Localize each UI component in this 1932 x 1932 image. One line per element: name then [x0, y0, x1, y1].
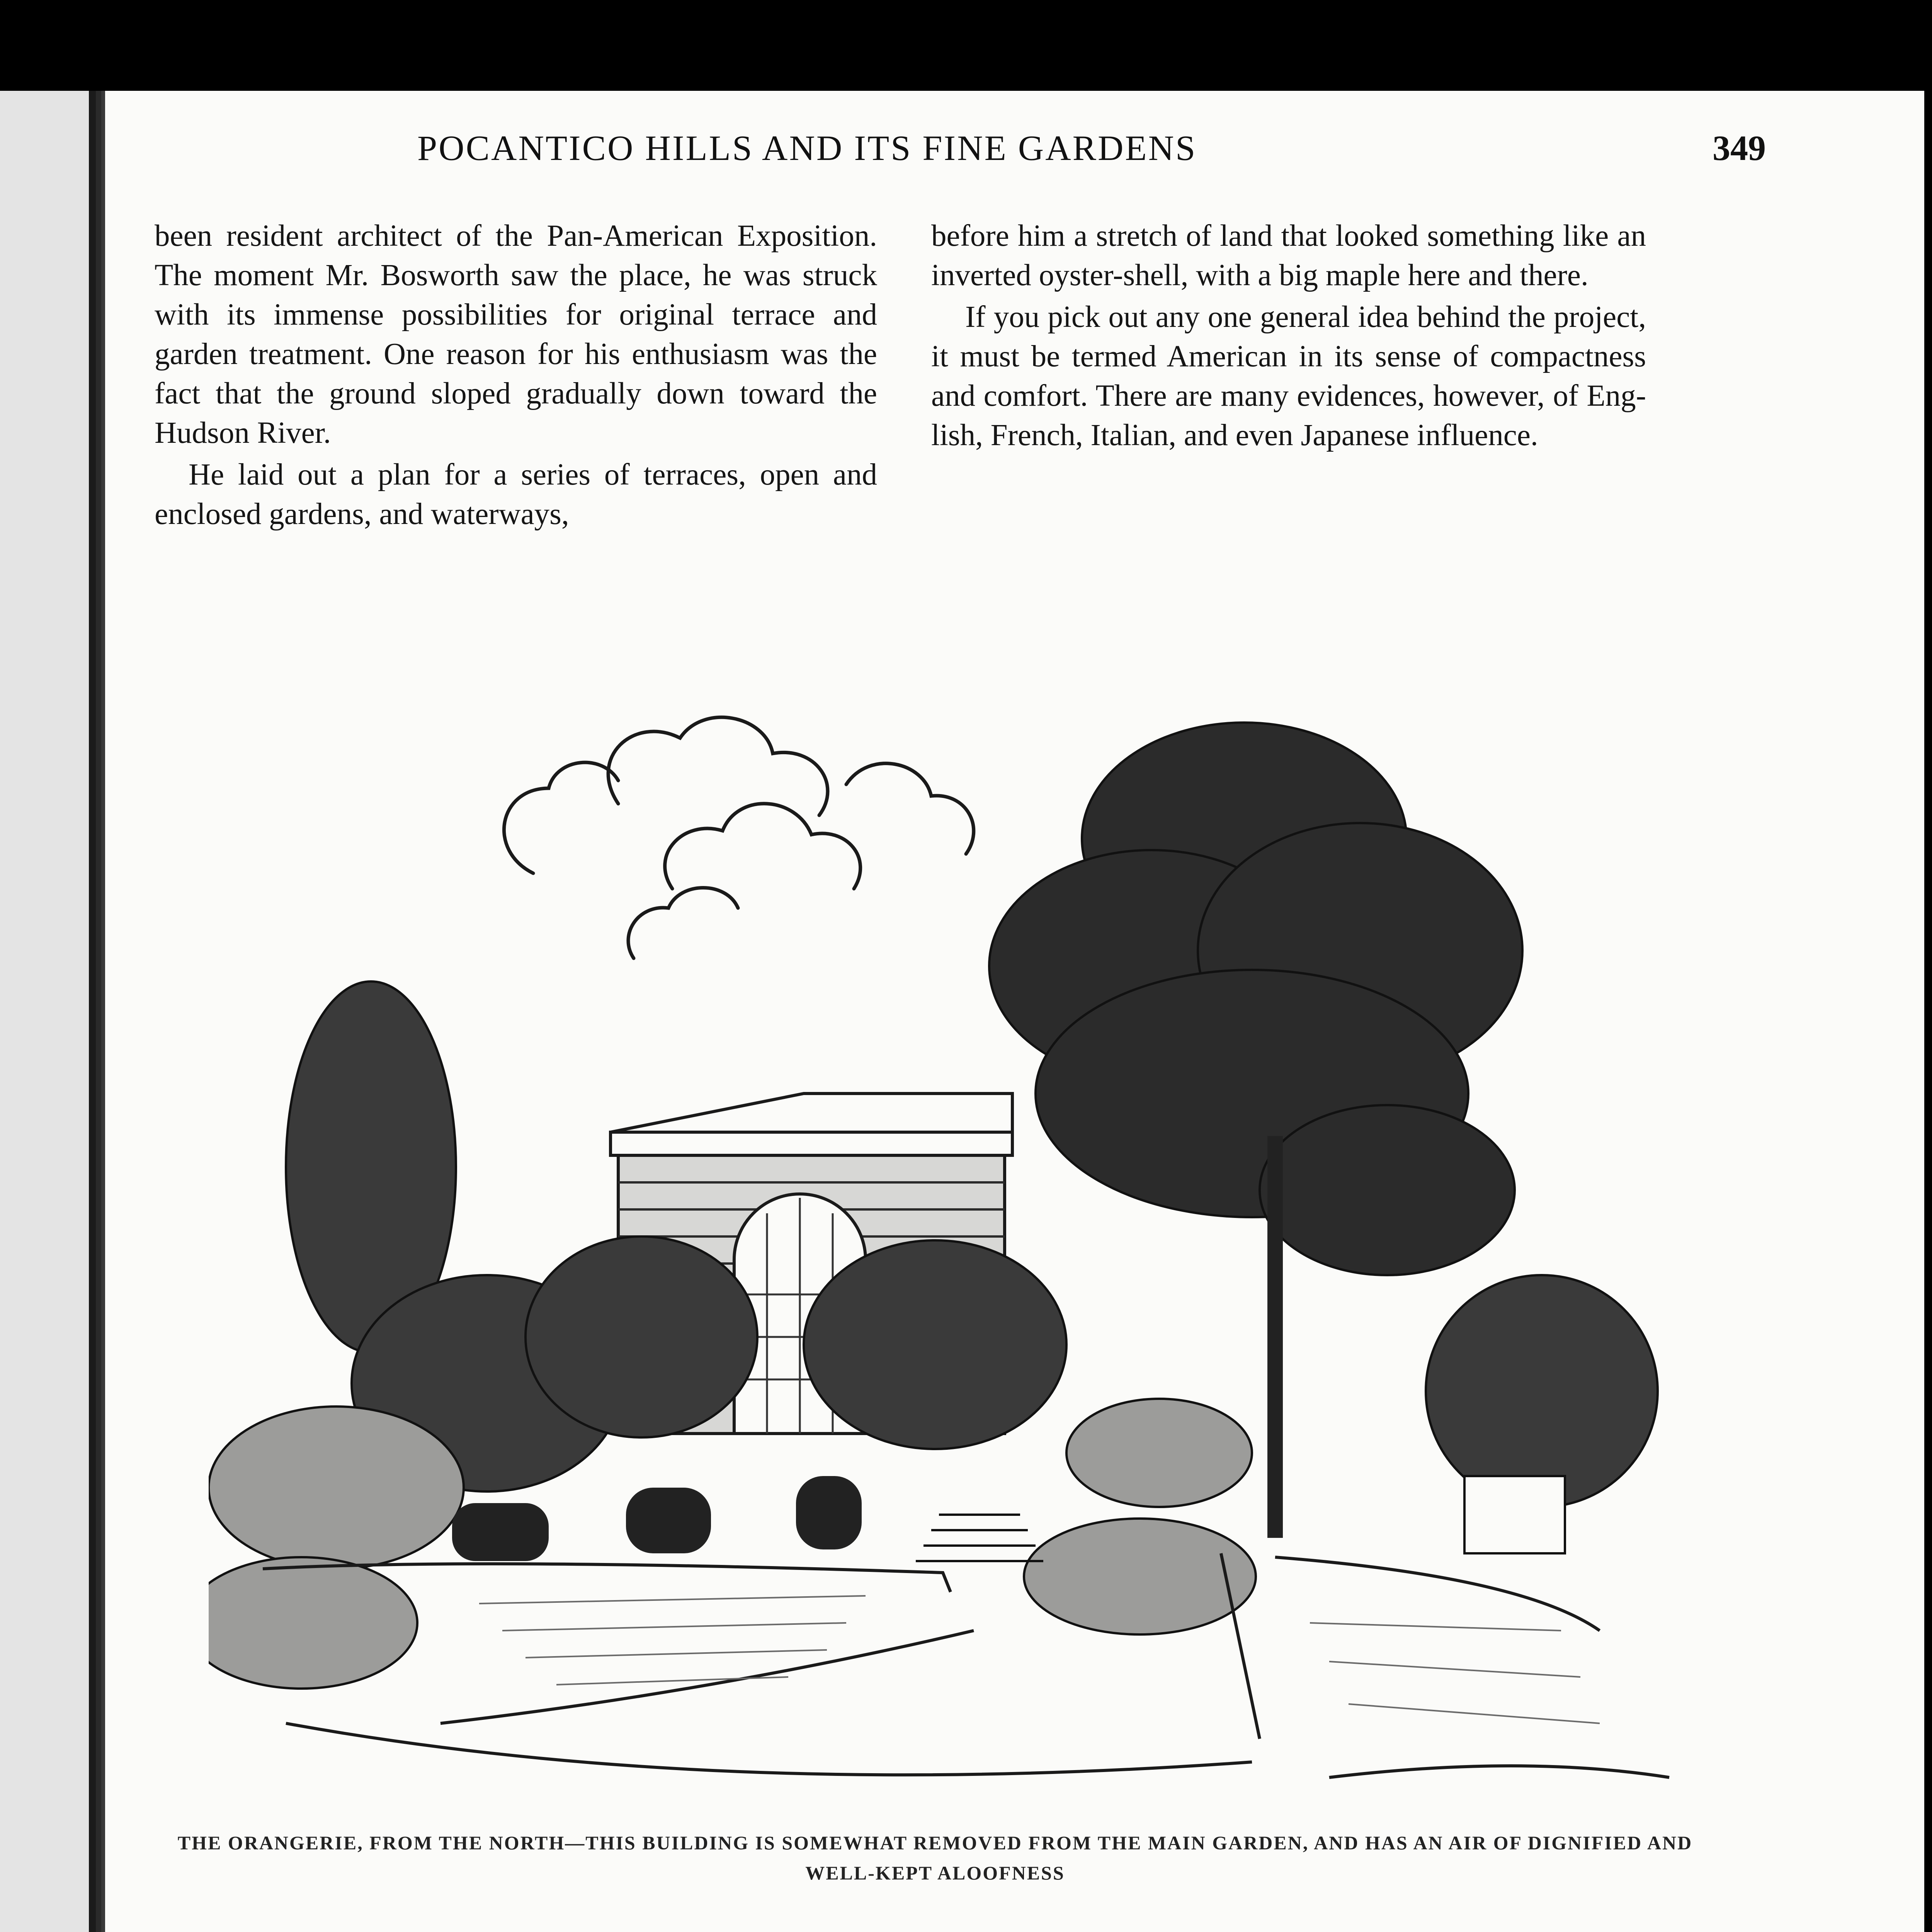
page-number: 349	[1713, 128, 1766, 168]
paragraph: been resident architect of the Pan-American Exposition. The moment Mr. Bosworth saw the place, he was struck with its immense possibilities for original terrace and garden treatment. One reason for his enthusiasm was the fact that the ground sloped gradually down toward the Hudson River.	[155, 219, 877, 450]
page-header	[417, 128, 1766, 182]
illustration-caption: THE ORANGERIE, FROM THE NORTH—THIS BUILDING IS SOMEWHAT REMOVED FROM THE MAIN GARDEN, AND HAS AN AIR OF DIGNIFIED AND WELL-KEPT ALOOFNESS	[177, 1832, 1693, 1884]
column-top-left	[155, 216, 877, 534]
orangerie-illustration	[209, 657, 1677, 1808]
paragraph: If you pick out any one general idea behind the project, it must be termed American in its sense of compactness and comfort. There are many evidences, however, of English, French, Italian, and even Japanese influence.	[931, 300, 1646, 452]
paragraph: before him a stretch of land that looked something like an inverted oyster-shell, with a big maple here and there.	[931, 219, 1646, 292]
running-head: POCANTICO HILLS AND ITS FINE GARDENS	[417, 128, 1197, 168]
facing-page-edge	[0, 91, 96, 1932]
column-top-right	[931, 216, 1646, 455]
paragraph: He laid out a plan for a series of terraces, open and enclosed gardens, and waterways,	[155, 458, 877, 531]
